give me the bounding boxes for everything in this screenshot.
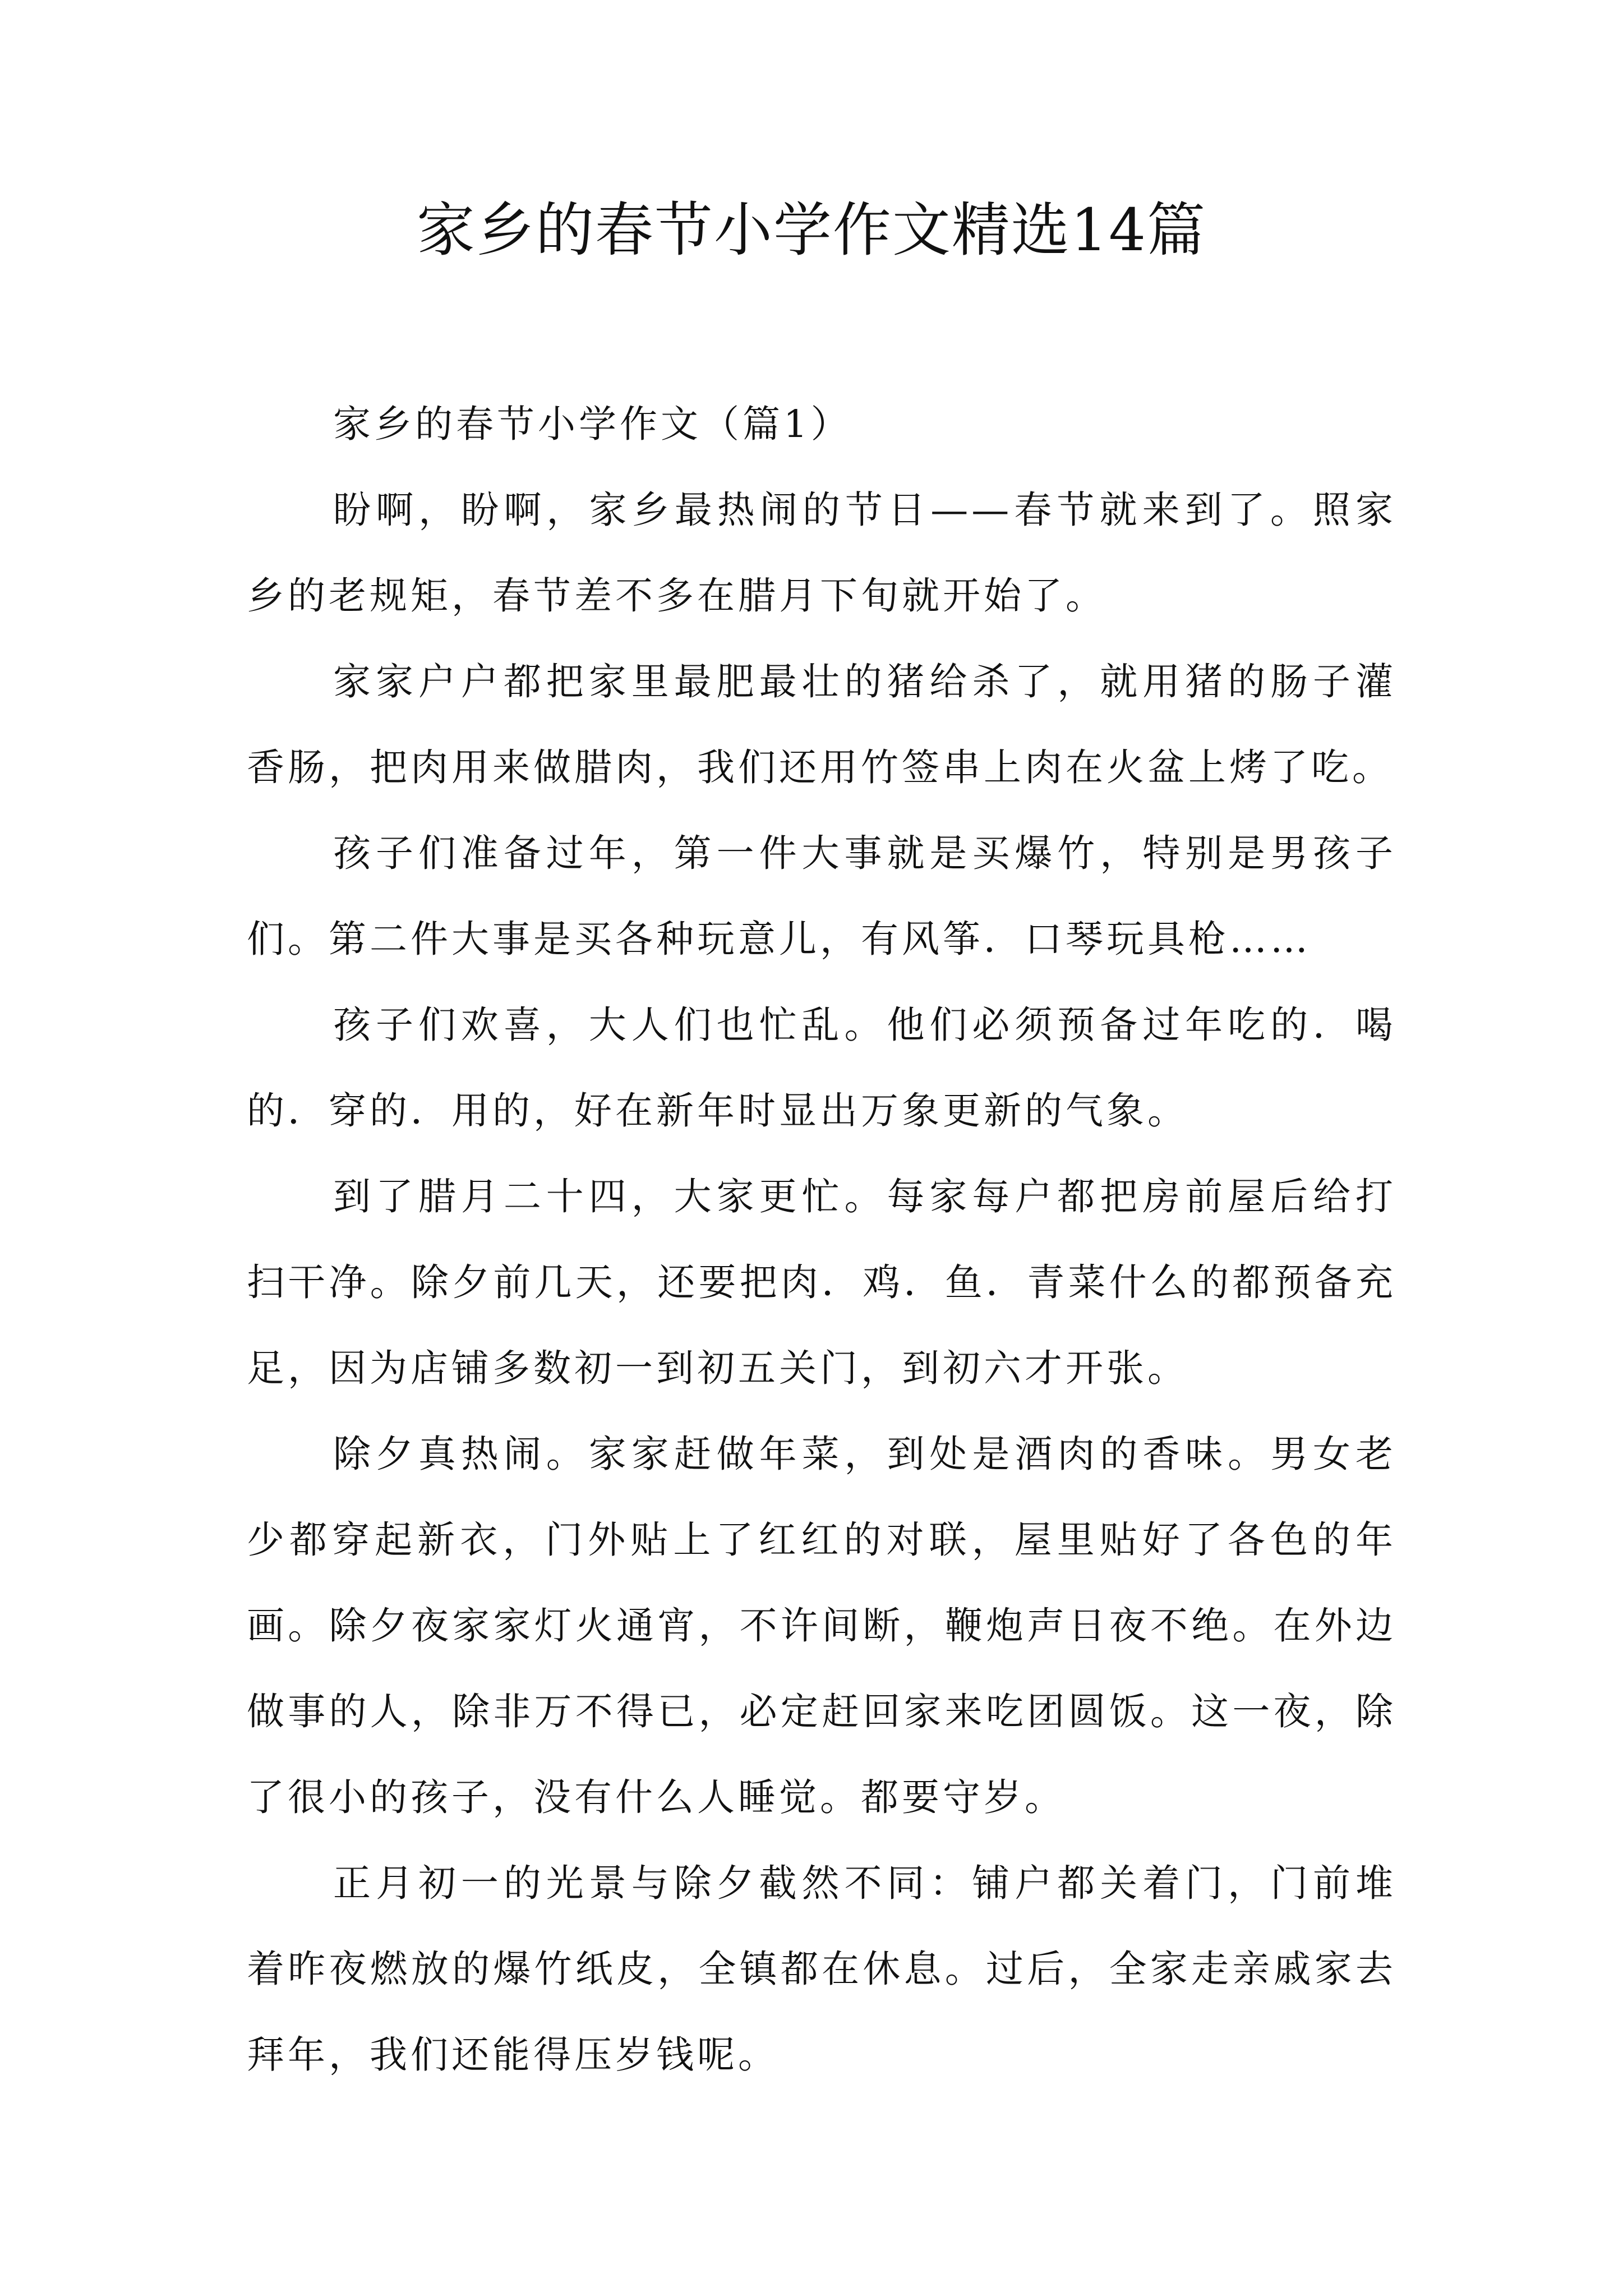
paragraph: 孩子们准备过年，第一件大事就是买爆竹，特别是男孩子们。第二件大事是买各种玩意儿，有风筝．口琴玩具枪…… [247,831,1396,961]
section-heading: 家乡的春节小学作文（篇1） [333,402,852,446]
paragraph: 除夕真热闹。家家赶做年菜，到处是酒肉的香味。男女老少都穿起新衣，门外贴上了红红的对联，屋里贴好了各色的年画。除夕夜家家灯火通宵，不许间断，鞭炮声日夜不绝。在外边做事的人，除非万不得已，必定赶回家来吃团圆饭。这一夜，除了很小的孩子，没有什么人睡觉。都要守岁。 [247,1432,1396,1819]
document-title: 家乡的春节小学作文精选14篇 [416,196,1207,264]
document-body [247,381,1396,2098]
paragraph: 孩子们欢喜，大人们也忙乱。他们必须预备过年吃的．喝的．穿的．用的，好在新年时显出万象更新的气象。 [247,1003,1396,1133]
paragraph: 盼啊，盼啊，家乡最热闹的节日——春节就来到了。照家乡的老规矩，春节差不多在腊月下旬就开始了。 [247,488,1396,618]
paragraph: 家家户户都把家里最肥最壮的猪给杀了，就用猪的肠子灌香肠，把肉用来做腊肉，我们还用竹签串上肉在火盆上烤了吃。 [247,660,1396,789]
paragraph: 到了腊月二十四，大家更忙。每家每户都把房前屋后给打扫干净。除夕前几天，还要把肉．鸡．鱼．青菜什么的都预备充足，因为店铺多数初一到初五关门，到初六才开张。 [247,1175,1396,1390]
paragraph: 正月初一的光景与除夕截然不同：铺户都关着门，门前堆着昨夜燃放的爆竹纸皮，全镇都在休息。过后，全家走亲戚家去拜年，我们还能得压岁钱呢。 [247,1861,1396,2077]
